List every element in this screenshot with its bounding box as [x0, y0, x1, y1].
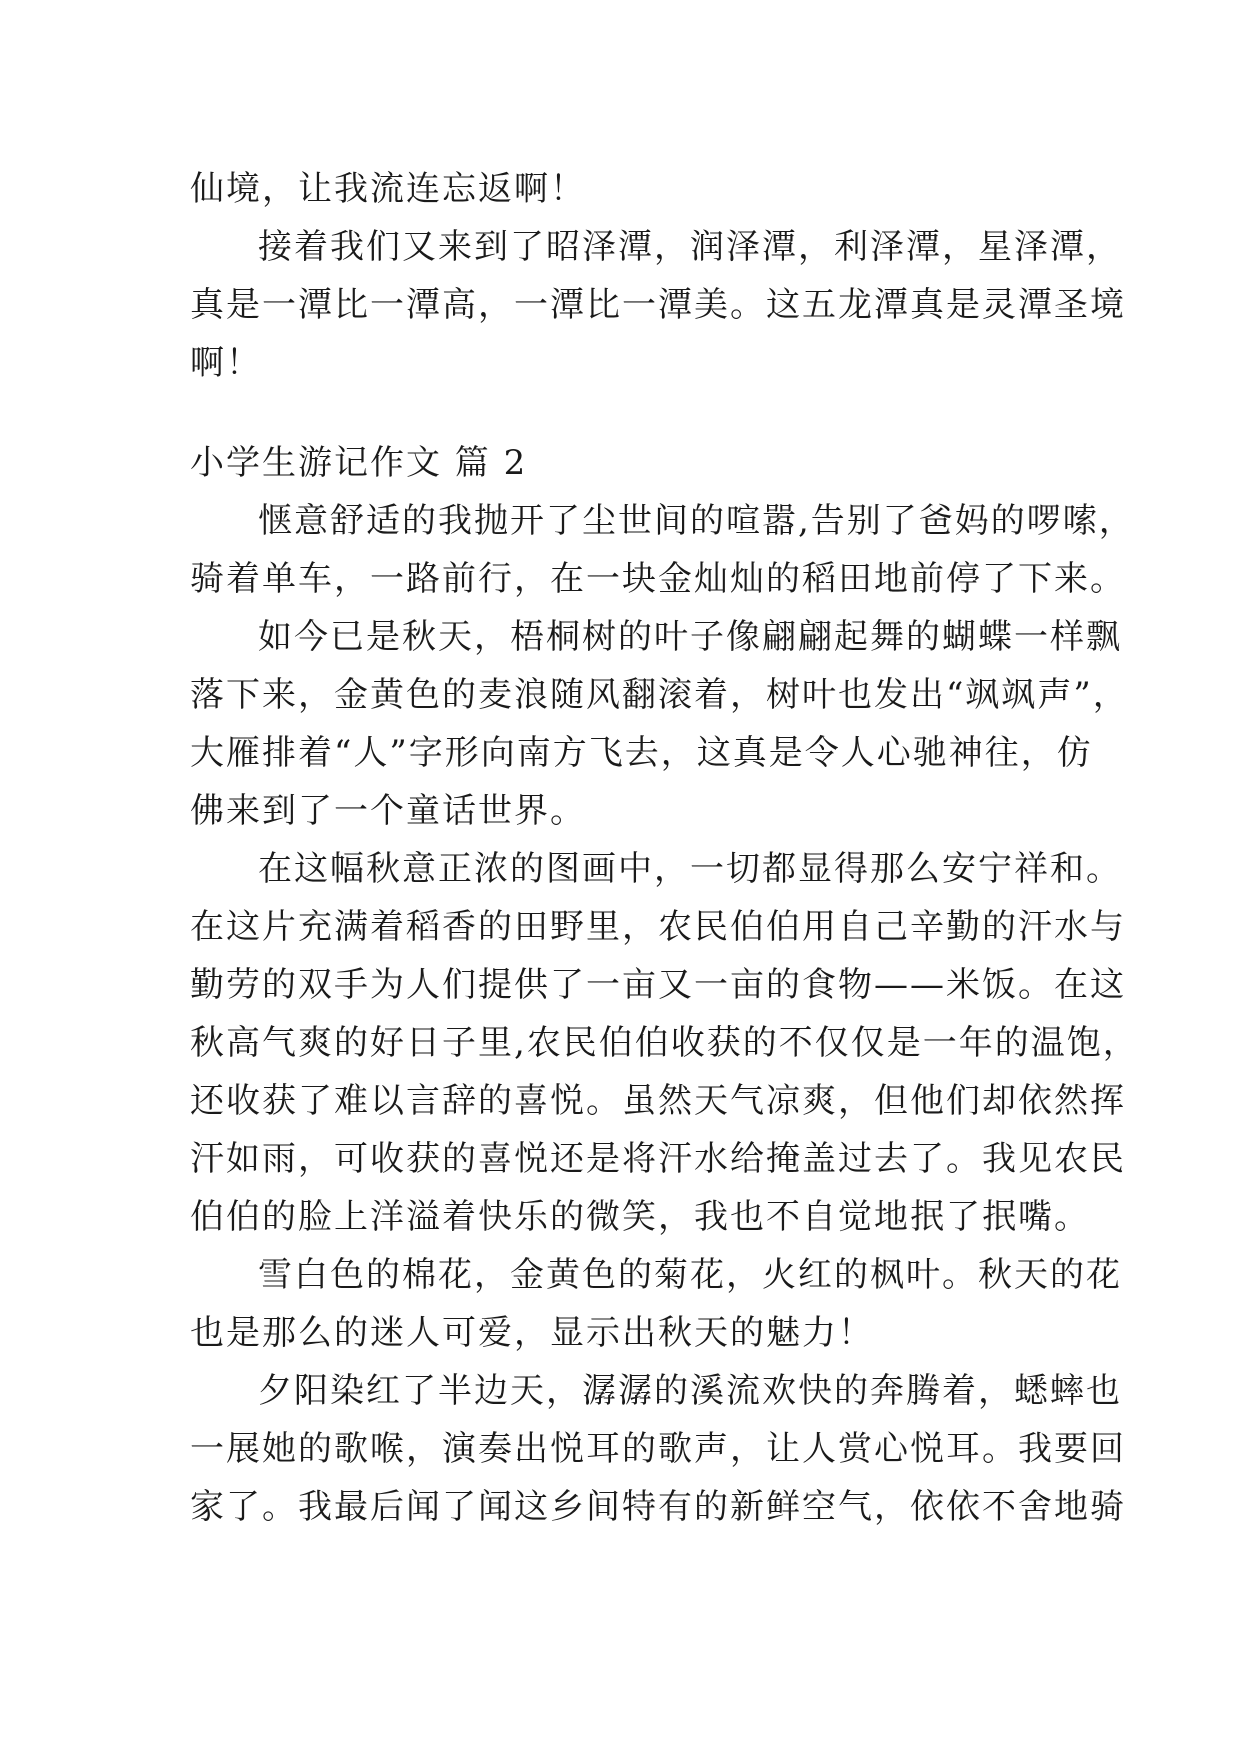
- text-line: 佛来到了一个童话世界。: [190, 791, 586, 831]
- text-line: 接着我们又来到了昭泽潭，润泽潭，利泽潭，星泽潭，: [258, 227, 1122, 267]
- section-heading: 小学生游记作文 篇 2: [190, 443, 528, 483]
- text-line: 雪白色的棉花，金黄色的菊花，火红的枫叶。秋天的花: [258, 1255, 1122, 1295]
- text-line: 如今已是秋天，梧桐树的叶子像翩翩起舞的蝴蝶一样飘: [258, 617, 1122, 657]
- text-line: 伯伯的脸上洋溢着快乐的微笑，我也不自觉地抿了抿嘴。: [190, 1197, 1090, 1237]
- continuation-paragraph: [190, 218, 1126, 392]
- paragraph-5: [190, 1362, 1126, 1536]
- text-line: 在这片充满着稻香的田野里，农民伯伯用自己辛勤的汗水与: [190, 907, 1126, 947]
- paragraph-3: [190, 840, 1139, 1246]
- text-line: 夕阳染红了半边天，潺潺的溪流欢快的奔腾着，蟋蟀也: [258, 1371, 1122, 1411]
- text-line: 也是那么的迷人可爱，显示出秋天的魅力！: [190, 1313, 874, 1353]
- paragraph-4: [190, 1246, 1122, 1362]
- section-spacer: [190, 392, 1070, 434]
- text-line: 啊！: [190, 343, 262, 383]
- text-line: 大雁排着“人”字形向南方飞去，这真是令人心驰神往，仿: [190, 733, 1093, 773]
- text-line: 家了。我最后闻了闻这乡间特有的新鲜空气，依依不舍地骑: [190, 1487, 1126, 1527]
- text-line: 一展她的歌喉，演奏出悦耳的歌声，让人赏心悦耳。我要回: [190, 1429, 1126, 1469]
- paragraph-2: [190, 608, 1129, 840]
- text-line: 秋高气爽的好日子里,农民伯伯收获的不仅仅是一年的温饱，: [190, 1023, 1139, 1063]
- text-line: 落下来，金黄色的麦浪随风翻滚着，树叶也发出“飒飒声”，: [190, 675, 1129, 715]
- text-line: 勤劳的双手为人们提供了一亩又一亩的食物——米饭。在这: [190, 965, 1126, 1005]
- article-body: [190, 160, 1139, 1536]
- text-line: 还收获了难以言辞的喜悦。虽然天气凉爽，但他们却依然挥: [190, 1081, 1126, 1121]
- text-line: 汗如雨，可收获的喜悦还是将汗水给掩盖过去了。我见农民: [190, 1139, 1126, 1179]
- intro-paragraph: [190, 160, 1070, 218]
- text-line: 惬意舒适的我抛开了尘世间的喧嚣,告别了爸妈的啰嗦，: [258, 501, 1135, 541]
- text-line: 在这幅秋意正浓的图画中，一切都显得那么安宁祥和。: [258, 849, 1122, 889]
- paragraph-1: [190, 492, 1135, 608]
- text-line: 真是一潭比一潭高，一潭比一潭美。这五龙潭真是灵潭圣境: [190, 285, 1126, 325]
- text-line: 仙境，让我流连忘返啊！: [190, 169, 586, 209]
- text-line: 骑着单车，一路前行，在一块金灿灿的稻田地前停了下来。: [190, 559, 1126, 599]
